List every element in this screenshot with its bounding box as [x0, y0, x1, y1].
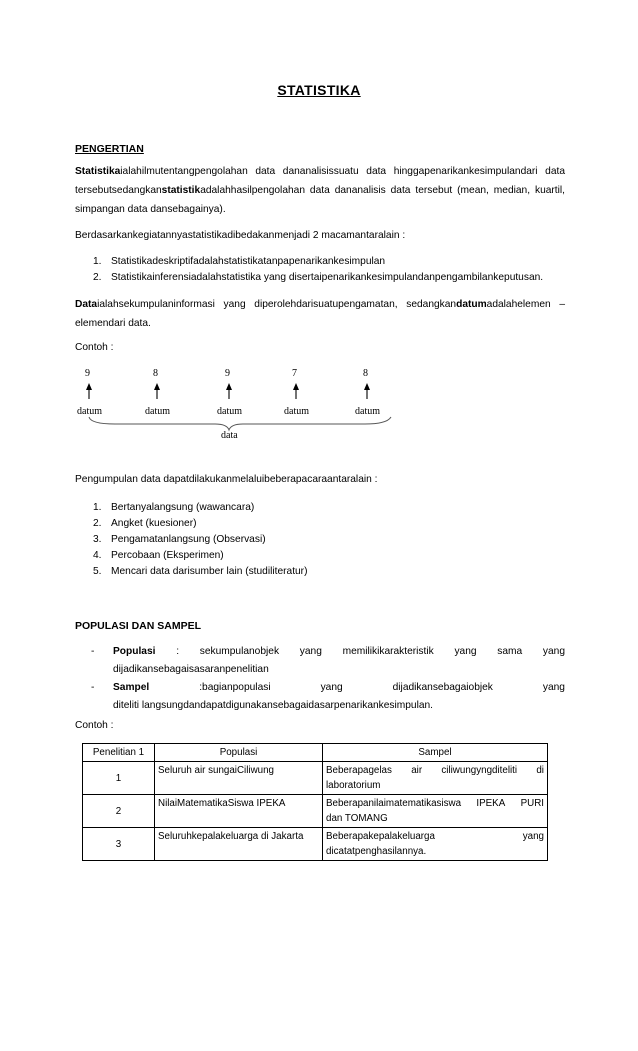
brace-icon: [89, 417, 391, 430]
definition-text-a: ialahilmutentangpengolahan data dananalisissuatu data hinggapenarikankesimpulandari data tersebutsedangkan: [75, 166, 565, 196]
datum-value: 8: [153, 368, 158, 379]
datum-label: datum: [145, 406, 170, 417]
datum-diagram: [75, 362, 405, 434]
example-table: [82, 743, 548, 861]
section-heading-pengertian: PENGERTIAN: [75, 143, 144, 155]
datum-label: datum: [355, 406, 380, 417]
table-row: 2 NilaiMatematikaSiswa IPEKA Beberapanilaimatematikasiswa IPEKA PURI dan TOMANG: [83, 795, 548, 828]
term-datum: datum: [456, 299, 487, 310]
datum-value: 9: [225, 368, 230, 379]
pengumpulan-intro: Pengumpulan data dapatdilakukanmelaluibeberapacaraantaralain :: [75, 474, 378, 485]
arrow-up-icon: [86, 383, 92, 390]
list-item: 1. Statistikadeskriptifadalahstatistikatanpapenarikankesimpulan: [93, 256, 386, 267]
datum-item: [145, 368, 170, 417]
list-item: 5. Mencari data darisumber lain (studiliteratur): [93, 566, 308, 577]
data-label: data: [221, 430, 238, 441]
types-intro: Berdasarkankegiatannyastatistikadibedakanmenjadi 2 macamantaralain :: [75, 230, 406, 241]
list-item: 2. Statistikainferensiadalahstatistika yang disertaipenarikankesimpulandanpengambilankeputusan.: [93, 272, 544, 283]
list-item: 3. Pengamatanlangsung (Observasi): [93, 534, 266, 545]
term-data: Data: [75, 299, 98, 310]
arrow-up-icon: [226, 383, 232, 390]
term-sampel: Sampel: [113, 682, 150, 693]
datum-label: datum: [77, 406, 102, 417]
contoh-label-2: Contoh :: [75, 720, 114, 731]
definition-text-b: adalahhasilpengolahan data dananalisis data tersebut (mean, median, kuartil, simpangan data dansebagainya).: [75, 185, 565, 215]
table-row: 3 Seluruhkepalakeluarga di Jakarta Beberapakepalakeluarga yang dicatatpenghasilannya.: [83, 828, 548, 861]
list-item: 1. Bertanyalangsung (wawancara): [93, 502, 255, 513]
arrow-up-icon: [154, 383, 160, 390]
datum-item: [217, 368, 242, 417]
table-header-row: [83, 744, 548, 762]
definition-paragraph: [75, 162, 565, 219]
contoh-label: Contoh :: [75, 342, 114, 353]
data-definition-paragraph: Dataialahsekumpulaninformasi yang diperolehdarisuatupengamatan, sedangkandatumadalahelemen – elemendari data.: [75, 299, 565, 329]
types-list: [93, 254, 565, 286]
pengumpulan-list: [93, 500, 565, 580]
table-row: 1 Seluruh air sungaiCiliwung Beberapagelas air ciliwungyngditeliti di laboratorium: [83, 762, 548, 795]
datum-item: [355, 368, 380, 417]
page-title: STATISTIKA: [277, 82, 361, 98]
term-populasi: Populasi: [113, 646, 156, 657]
term-statistika: Statistika: [75, 166, 121, 177]
datum-item: [77, 368, 102, 417]
datum-label: datum: [284, 406, 309, 417]
datum-value: 7: [292, 368, 297, 379]
table-header: Sampel: [323, 744, 548, 762]
table-header: Penelitian 1: [83, 744, 155, 762]
datum-label: datum: [217, 406, 242, 417]
populasi-definition: - Populasi : sekumpulanobjek yang memilikikarakteristik yang sama yang dijadikansebagaisasaranpenelitian - Sampel :bagianpopulasi yang dijadikansebagaiobjek yang diteliti langsungdandapatdigunakansebagaidasarpenarikankesimpulan.: [91, 643, 565, 715]
list-item: 2. Angket (kuesioner): [93, 518, 197, 529]
table-header: Populasi: [155, 744, 323, 762]
term-statistik: statistik: [161, 185, 201, 196]
datum-item: [284, 368, 309, 417]
arrow-up-icon: [293, 383, 299, 390]
section-heading-populasi: POPULASI DAN SAMPEL: [75, 620, 202, 632]
datum-value: 8: [363, 368, 368, 379]
arrow-up-icon: [364, 383, 370, 390]
list-item: 4. Percobaan (Eksperimen): [93, 550, 224, 561]
datum-value: 9: [85, 368, 90, 379]
